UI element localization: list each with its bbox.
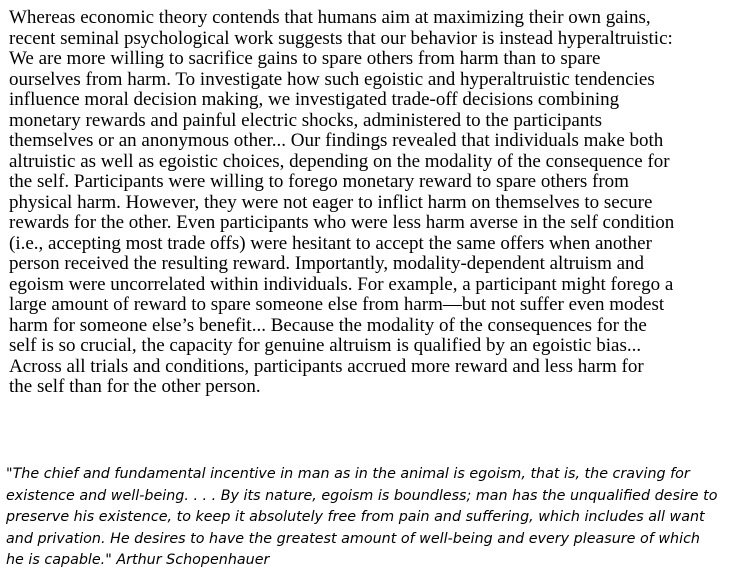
passage-line: egoism were uncorrelated within individuals. For example, a participant might forego a (9, 273, 674, 295)
passage-line: Whereas economic theory contends that humans aim at maximizing their own gains, (9, 7, 651, 28)
passage-line: Across all trials and conditions, participants accrued more reward and less harm for (9, 355, 644, 377)
passage-line: themselves or an anonymous other... Our findings revealed that individuals make both (9, 130, 664, 151)
quote-line: and privation. He desires to have the greatest amount of well-being and every pleasure of which (6, 530, 700, 547)
passage-line: the self. Participants were willing to forego monetary reward to spare others from (9, 171, 629, 192)
passage-line: recent seminal psychological work suggests that our behavior is instead hyperaltruistic: (9, 27, 673, 49)
quote-line: he is capable." Arthur Schopenhauer (6, 552, 270, 569)
passage-line: altruistic as well as egoistic choices, depending on the modality of the consequence for (9, 150, 670, 172)
passage-line: influence moral decision making, we investigated trade-off decisions combining (9, 89, 620, 110)
passage-line: We are more willing to sacrifice gains to spare others from harm than to spare (9, 48, 601, 69)
passage-line: large amount of reward to spare someone else from harm—but not suffer even modest (9, 294, 665, 315)
passage-line: ourselves from harm. To investigate how such egoistic and hyperaltruistic tendencies (9, 68, 655, 90)
passage-line: the self than for the other person. (9, 376, 261, 397)
passage-line: (i.e., accepting most trade offs) were hesitant to accept the same offers when another (9, 232, 652, 254)
passage-line: rewards for the other. Even participants who were less harm averse in the self condition (9, 212, 675, 233)
passage-line: harm for someone else’s benefit... Because the modality of the consequences for the (9, 314, 647, 336)
passage-line: person received the resulting reward. Importantly, modality-dependent altruism and (9, 253, 645, 274)
passage-line: physical harm. However, they were not eager to inflict harm on themselves to secure (9, 191, 653, 213)
quote-line: preserve his existence, to keep it absolutely free from pain and suffering, which includes all want (6, 509, 705, 526)
quote-line: "The chief and fundamental incentive in man as in the animal is egoism, that is, the craving for (6, 466, 690, 482)
passage-line: monetary rewards and painful electric shocks, administered to the participants (9, 109, 603, 131)
main-passage (9, 8, 745, 398)
quote-line: existence and well-being. . . . By its nature, egoism is boundless; man has the unqualified desire to (6, 487, 718, 504)
schopenhauer-quote (6, 464, 744, 572)
passage-line: self is so crucial, the capacity for genuine altruism is qualified by an egoistic bias... (9, 335, 642, 356)
